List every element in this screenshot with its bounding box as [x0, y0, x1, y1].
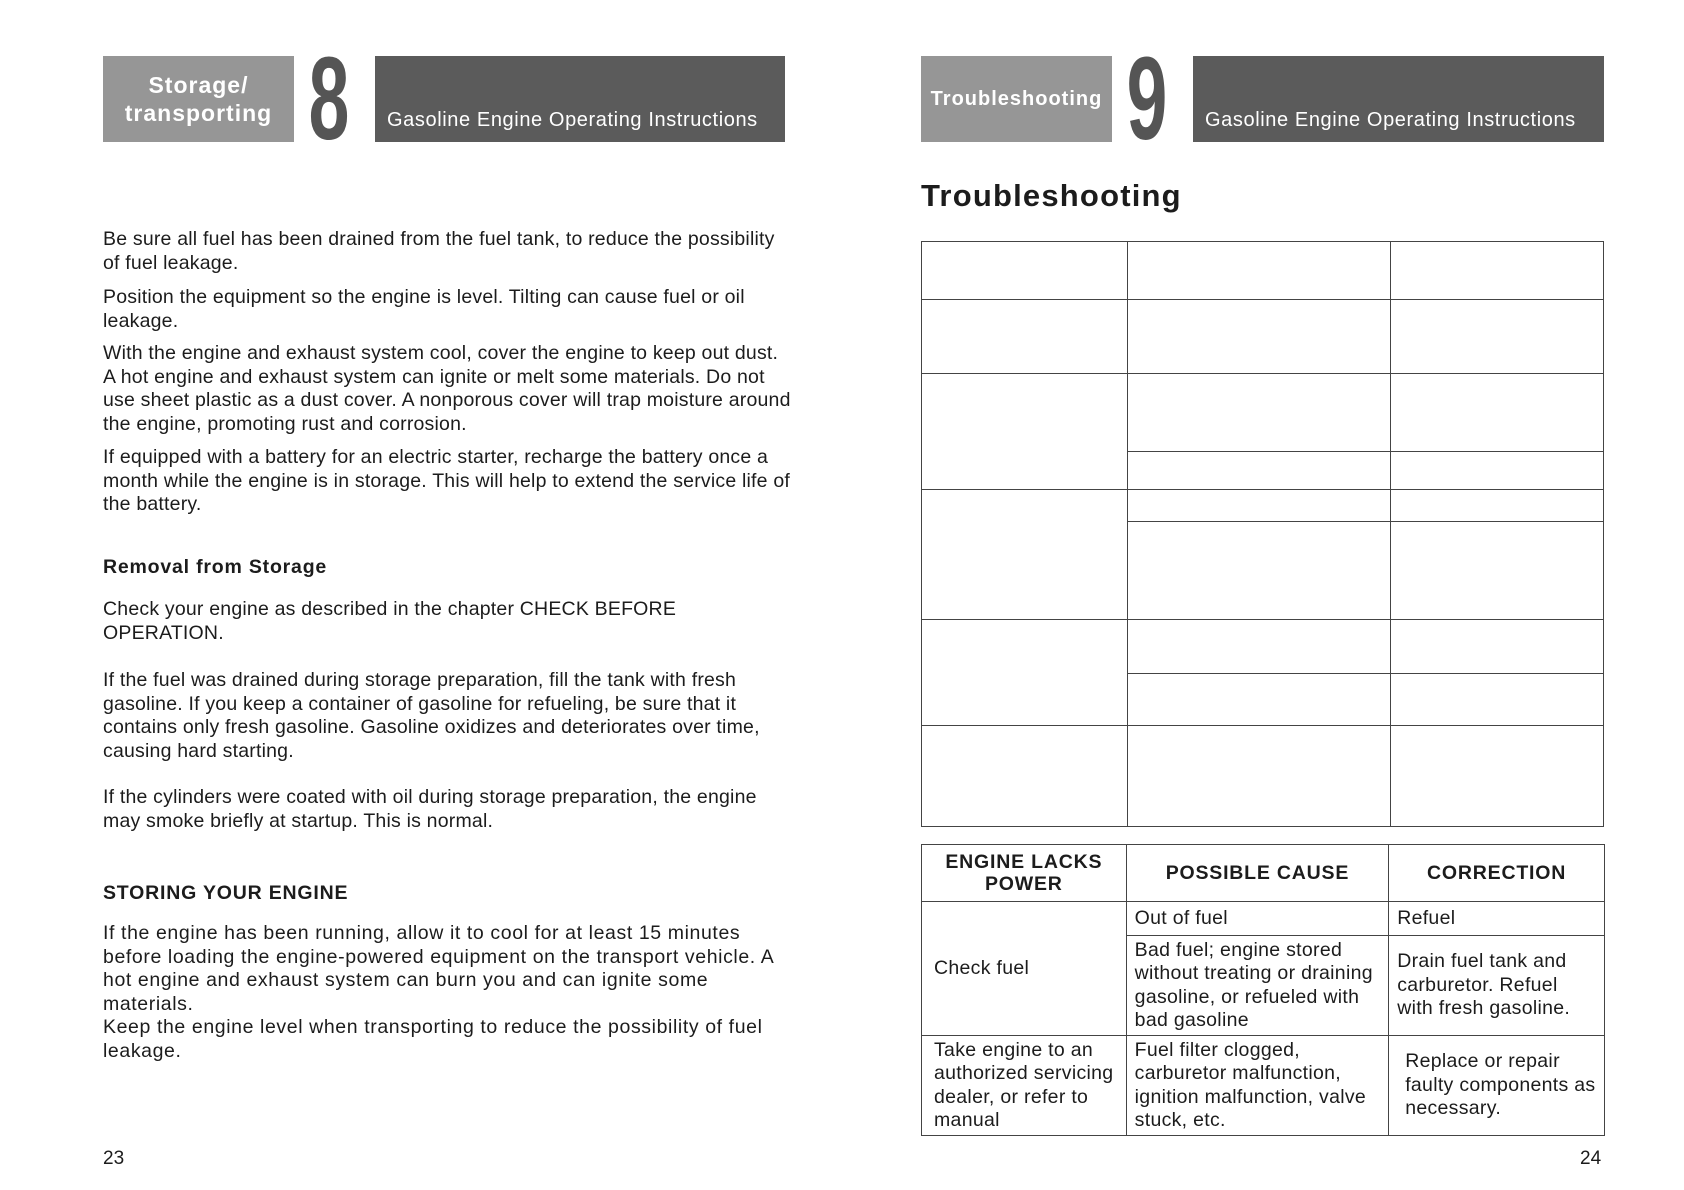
grid-row-line — [1127, 673, 1603, 674]
section-label-line2: transporting — [124, 100, 273, 126]
paragraph-smoke: If the cylinders were coated with oil during storage preparation, the engine may smoke briefly at startup. This is normal. — [103, 786, 757, 832]
cause-out-of-fuel: Out of fuel — [1126, 902, 1389, 936]
header-possible-cause: POSSIBLE CAUSE — [1126, 845, 1389, 902]
check-fuel-cell: Check fuel — [922, 902, 1127, 1036]
removal-paragraph — [103, 786, 793, 833]
correction-drain-fuel: Drain fuel tank and carburetor. Refuel with fresh gasoline. — [1389, 936, 1605, 1036]
correction-replace-repair: Replace or repair faulty components as necessary. — [1389, 1036, 1605, 1136]
table-row — [922, 1036, 1605, 1136]
paragraph-cover-engine: With the engine and exhaust system cool, cover the engine to keep out dust. A hot engine and exhaust system can ignite or melt some materials. Do not use sheet plastic as a dust cover. A nonporous cover will trap moisture around the engine, promoting rust and corrosion. — [103, 342, 791, 435]
check-authorized-dealer: Take engine to an authorized servicing dealer, or refer to manual — [922, 1036, 1127, 1136]
troubleshooting-table — [921, 844, 1605, 1136]
section-label: Troubleshooting — [921, 56, 1112, 142]
right-header — [921, 56, 1604, 142]
storage-paragraph — [103, 342, 793, 436]
page-number-right: 24 — [1580, 1148, 1602, 1169]
page-number-left: 23 — [103, 1148, 125, 1169]
storing-heading: STORING YOUR ENGINE — [103, 882, 349, 904]
paragraph-fresh-gasoline: If the fuel was drained during storage preparation, fill the tank with fresh gasoline. If you keep a container of gasoline for refueling, be sure that it contains only fresh gasoline. Gasoline oxidizes and deteriorates over time, causing hard starting. — [103, 669, 760, 762]
paragraph-keep-level: Keep the engine level when transporting to reduce the possibility of fuel leakage. — [103, 1016, 763, 1062]
left-header — [103, 56, 785, 142]
grid-row-line — [922, 373, 1603, 374]
header-correction: CORRECTION — [1389, 845, 1605, 902]
storage-paragraph — [103, 286, 793, 333]
grid-divider — [1390, 242, 1391, 826]
removal-heading: Removal from Storage — [103, 556, 328, 578]
grid-row-line — [1127, 451, 1603, 452]
chapter-number: 8 — [308, 56, 350, 142]
table-header-row — [922, 845, 1605, 902]
grid-row-line — [922, 725, 1603, 726]
paragraph-cool-engine: If the engine has been running, allow it to cool for at least 15 minutes before loading the engine-powered equipment on the transport vehicle. A hot engine and exhaust system can burn you and can ignite some materials. — [103, 922, 774, 1015]
grid-row-line — [922, 489, 1603, 490]
page-title: Troubleshooting — [921, 178, 1182, 213]
storage-paragraph — [103, 228, 793, 275]
section-label — [103, 56, 294, 142]
grid-divider — [1127, 242, 1128, 826]
grid-row-line — [922, 299, 1603, 300]
chapter-number: 9 — [1126, 56, 1168, 142]
removal-paragraph — [103, 598, 793, 645]
header-engine-lacks-power: ENGINE LACKS POWER — [922, 845, 1127, 902]
section-label-line1: Storage/ — [148, 72, 249, 98]
grid-row-line — [922, 619, 1603, 620]
paragraph-position-level: Position the equipment so the engine is level. Tilting can cause fuel or oil leakage. — [103, 286, 745, 332]
manual-title: Gasoline Engine Operating Instructions — [375, 56, 785, 142]
empty-troubleshooting-grid — [921, 241, 1604, 827]
manual-title: Gasoline Engine Operating Instructions — [1193, 56, 1604, 142]
cause-bad-fuel: Bad fuel; engine stored without treating or draining gasoline, or refueled with bad gasoline — [1126, 936, 1389, 1036]
storage-paragraph — [103, 446, 793, 517]
correction-refuel: Refuel — [1389, 902, 1605, 936]
cause-fuel-filter: Fuel filter clogged, carburetor malfunction, ignition malfunction, valve stuck, etc. — [1126, 1036, 1389, 1136]
storing-paragraph — [103, 922, 793, 1063]
removal-paragraph — [103, 669, 793, 763]
paragraph-fuel-drained: Be sure all fuel has been drained from the fuel tank, to reduce the possibility of fuel leakage. — [103, 228, 775, 274]
right-page — [842, 0, 1684, 1190]
paragraph-check-engine: Check your engine as described in the chapter CHECK BEFORE OPERATION. — [103, 598, 677, 644]
grid-row-line — [1127, 521, 1603, 522]
paragraph-battery: If equipped with a battery for an electric starter, recharge the battery once a month while the engine is in storage. This will help to extend the service life of the battery. — [103, 446, 790, 515]
table-row — [922, 902, 1605, 936]
